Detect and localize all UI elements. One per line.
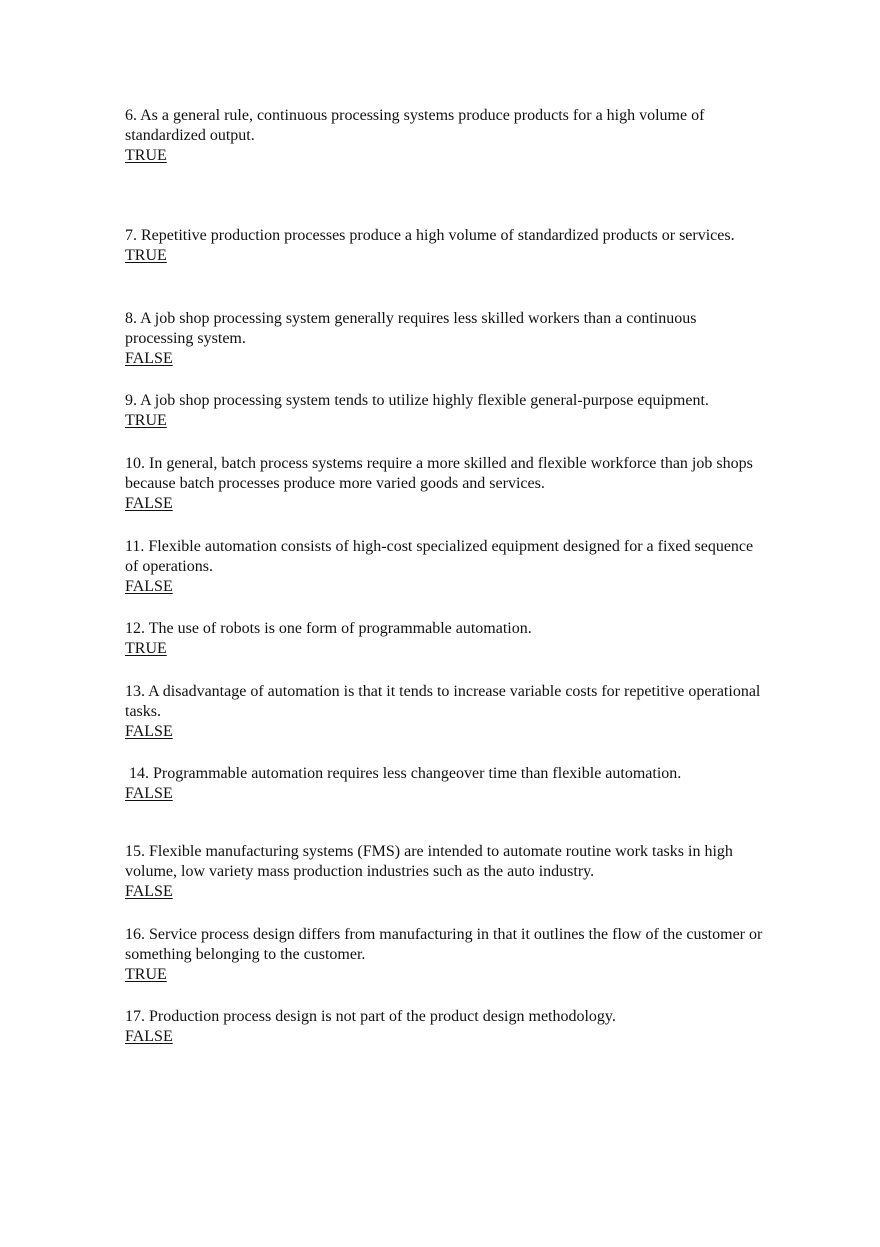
question-15: [125, 842, 765, 902]
question-13: [125, 682, 765, 742]
answer: FALSE: [125, 495, 173, 512]
question-text: 11. Flexible automation consists of high-cost specialized equipment designed for a fixed sequence of operations.: [125, 538, 758, 575]
question-text: 13. A disadvantage of automation is that it tends to increase variable costs for repetitive operational tasks.: [125, 683, 765, 720]
question-text: 15. Flexible manufacturing systems (FMS) are intended to automate routine work tasks in high volume, low variety mass production industries such as the auto industry.: [125, 843, 737, 880]
question-text: 16. Service process design differs from manufacturing in that it outlines the flow of the customer or something belonging to the customer.: [125, 926, 767, 963]
question-text: 7. Repetitive production processes produce a high volume of standardized products or services.: [125, 227, 735, 244]
question-16: [125, 925, 765, 985]
answer: TRUE: [125, 640, 167, 657]
question-6: [125, 106, 765, 166]
question-17: [125, 1007, 765, 1047]
answer: TRUE: [125, 247, 167, 264]
question-text: 14. Programmable automation requires less changeover time than flexible automation.: [125, 765, 682, 782]
answer: TRUE: [125, 412, 167, 429]
question-text: 10. In general, batch process systems require a more skilled and flexible workforce than job shops because batch processes produce more varied goods and services.: [125, 455, 757, 492]
question-11: [125, 537, 765, 597]
question-text: 9. A job shop processing system tends to utilize highly flexible general-purpose equipment.: [125, 392, 709, 409]
answer: FALSE: [125, 350, 173, 367]
question-7: [125, 226, 765, 266]
question-9: [125, 391, 765, 431]
question-14: [125, 764, 765, 804]
answer: FALSE: [125, 723, 173, 740]
question-text: 17. Production process design is not part of the product design methodology.: [125, 1008, 616, 1025]
question-12: [125, 619, 765, 659]
question-8: [125, 309, 765, 369]
answer: FALSE: [125, 1028, 173, 1045]
answer: TRUE: [125, 966, 167, 983]
question-text: 12. The use of robots is one form of programmable automation.: [125, 620, 532, 637]
answer: FALSE: [125, 578, 173, 595]
question-text: 8. A job shop processing system generally requires less skilled workers than a continuous processing system.: [125, 310, 701, 347]
question-text: 6. As a general rule, continuous processing systems produce products for a high volume of standardized output.: [125, 107, 709, 144]
question-10: [125, 454, 765, 514]
answer: FALSE: [125, 883, 173, 900]
answer: FALSE: [125, 785, 173, 802]
answer: TRUE: [125, 147, 167, 164]
